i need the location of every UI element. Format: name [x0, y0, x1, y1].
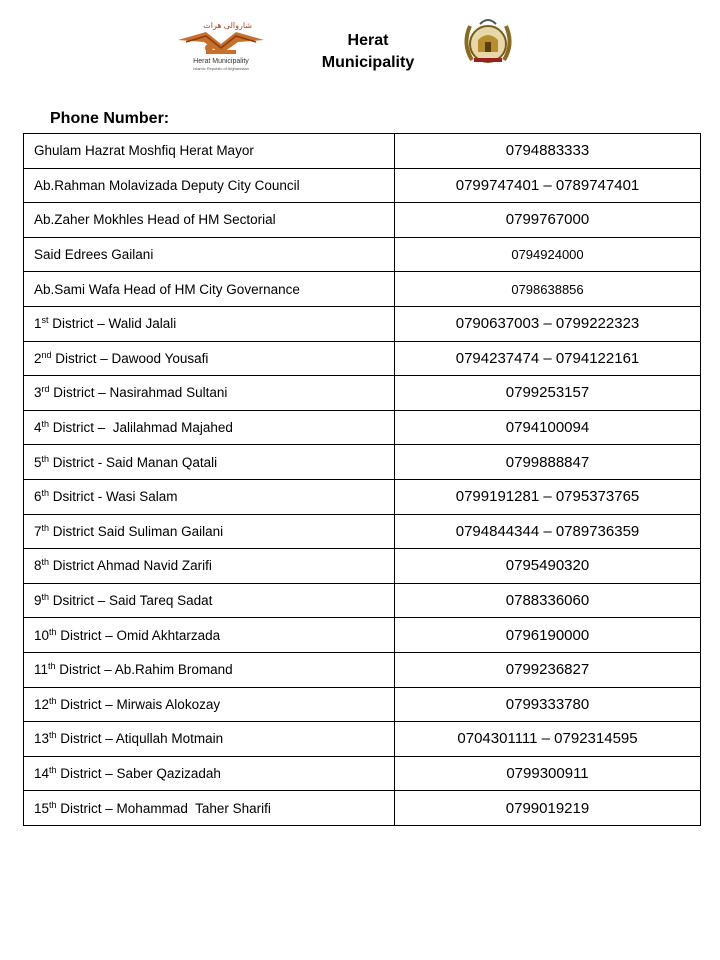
district-number: 7: [34, 523, 42, 539]
phone-number-cell: 0794844344 – 0789736359: [395, 514, 701, 549]
contact-name-cell: [24, 479, 395, 514]
contact-name: District – Mirwais Alokozay: [56, 696, 221, 712]
table-row: [24, 756, 701, 791]
district-number: 13: [34, 731, 50, 747]
contact-name: District – Mohammad Taher Sharifi: [56, 800, 271, 816]
contact-name: District – Atiqullah Motmain: [56, 731, 224, 747]
contact-name-cell: [24, 237, 395, 272]
district-number: 10: [34, 627, 50, 643]
contact-name-cell: [24, 445, 395, 480]
phone-number-cell: 0799253157: [395, 376, 701, 411]
district-number: 1: [34, 316, 42, 332]
contact-name-cell: [24, 722, 395, 757]
ordinal-suffix: th: [49, 730, 57, 741]
ordinal-suffix: th: [41, 592, 50, 603]
contact-name-cell: [24, 410, 395, 445]
phone-number-cell: 0795490320: [395, 549, 701, 584]
title-line-1: Herat: [347, 32, 389, 49]
table-row: [24, 479, 701, 514]
contact-name-cell: [24, 583, 395, 618]
contact-name-cell: [24, 652, 395, 687]
contact-name-cell: [24, 341, 395, 376]
district-number: 8: [34, 558, 42, 574]
ordinal-suffix: th: [41, 488, 50, 499]
phone-number-cell: 0799300911: [395, 756, 701, 791]
ordinal-suffix: th: [49, 695, 57, 706]
contact-name-cell: [24, 376, 395, 411]
ordinal-suffix: rd: [41, 384, 50, 395]
ordinal-suffix: th: [41, 557, 50, 568]
contact-name-cell: [24, 168, 395, 203]
district-number: 14: [34, 765, 50, 781]
page-title: [300, 30, 436, 74]
contact-name-cell: [24, 272, 395, 307]
phone-number-cell: 0799191281 – 0795373765: [395, 479, 701, 514]
phone-number-cell: 0794100094: [395, 410, 701, 445]
ordinal-suffix: th: [48, 661, 56, 672]
phone-number-cell: 0799747401 – 0789747401: [395, 168, 701, 203]
table-row: [24, 168, 701, 203]
table-row: [24, 652, 701, 687]
table-row: [24, 722, 701, 757]
contact-name: Ab.Sami Wafa Head of HM City Governance: [34, 281, 300, 297]
title-line-2: Municipality: [321, 54, 415, 71]
district-number: 12: [34, 696, 50, 712]
district-number: 4: [34, 420, 42, 436]
phone-number-cell: 0799767000: [395, 203, 701, 238]
contact-name-cell: [24, 756, 395, 791]
phone-number-cell: 0798638856: [395, 272, 701, 307]
ordinal-suffix: th: [49, 799, 57, 810]
phone-number-cell: 0799019219: [395, 791, 701, 826]
ordinal-suffix: st: [41, 315, 49, 326]
contact-name: Ab.Rahman Molavizada Deputy City Council: [34, 177, 300, 193]
district-number: 15: [34, 800, 50, 816]
phone-number-cell: 0788336060: [395, 583, 701, 618]
table-row: [24, 134, 701, 169]
phone-table: [23, 133, 701, 826]
phone-number-cell: 0799888847: [395, 445, 701, 480]
district-number: 2: [34, 350, 42, 366]
table-row: [24, 272, 701, 307]
phone-number-cell: 0790637003 – 0799222323: [395, 306, 701, 341]
contact-name-cell: [24, 203, 395, 238]
phone-number-cell: 0799236827: [395, 652, 701, 687]
national-emblem-icon: [458, 14, 518, 72]
herat-municipality-logo: [176, 18, 266, 74]
contact-name: District – Dawood Yousafi: [51, 350, 209, 366]
table-row: [24, 306, 701, 341]
contact-name: Dsitrict - Wasi Salam: [49, 489, 178, 505]
contact-name: Ghulam Hazrat Moshfiq Herat Mayor: [34, 143, 254, 159]
table-row: [24, 687, 701, 722]
phone-number-cell: 0799333780: [395, 687, 701, 722]
table-row: [24, 791, 701, 826]
ordinal-suffix: th: [41, 453, 50, 464]
contact-name-cell: [24, 791, 395, 826]
table-row: [24, 618, 701, 653]
phone-number-cell: 0794237474 – 0794122161: [395, 341, 701, 376]
contact-name: Ab.Zaher Mokhles Head of HM Sectorial: [34, 212, 276, 228]
table-row: [24, 583, 701, 618]
district-number: 11: [34, 662, 49, 678]
ordinal-suffix: th: [49, 626, 57, 637]
contact-name: District – Ab.Rahim Bromand: [55, 662, 233, 678]
table-row: [24, 237, 701, 272]
contact-name-cell: [24, 549, 395, 584]
contact-name-cell: [24, 306, 395, 341]
table-row: [24, 341, 701, 376]
table-row: [24, 514, 701, 549]
table-row: [24, 376, 701, 411]
phone-number-cell: 0796190000: [395, 618, 701, 653]
contact-name: District – Jalilahmad Majahed: [49, 420, 233, 436]
contact-name-cell: [24, 514, 395, 549]
table-row: [24, 445, 701, 480]
contact-name: Said Edrees Gailani: [34, 247, 154, 263]
contact-name: District Ahmad Navid Zarifi: [49, 558, 212, 574]
ordinal-suffix: th: [49, 764, 57, 775]
table-row: [24, 203, 701, 238]
ordinal-suffix: th: [41, 419, 50, 430]
contact-name: District Said Suliman Gailani: [49, 523, 224, 539]
phone-number-cell: 0794924000: [395, 237, 701, 272]
contact-name: District – Walid Jalali: [48, 316, 177, 332]
phone-number-cell: 0794883333: [395, 134, 701, 169]
table-row: [24, 410, 701, 445]
logo-arabic-text: شاروالی هرات: [203, 21, 252, 30]
district-number: 3: [34, 385, 42, 401]
phone-number-cell: 0704301111 – 0792314595: [395, 722, 701, 757]
contact-name: District – Nasirahmad Sultani: [49, 385, 228, 401]
ordinal-suffix: th: [41, 522, 50, 533]
district-number: 5: [34, 454, 42, 470]
table-row: [24, 549, 701, 584]
contact-name: Dsitrict – Said Tareq Sadat: [49, 593, 213, 609]
contact-name: District – Omid Akhtarzada: [56, 627, 221, 643]
contact-name: District - Said Manan Qatali: [49, 454, 218, 470]
logo-sub-text: Islamic Republic of Afghanistan: [193, 66, 249, 71]
contact-name-cell: [24, 134, 395, 169]
logo-english-text: Herat Municipality: [193, 58, 249, 65]
contact-name: District – Saber Qazizadah: [56, 765, 221, 781]
section-heading: Phone Number:: [50, 110, 170, 127]
district-number: 6: [34, 489, 42, 505]
ordinal-suffix: nd: [41, 349, 52, 360]
district-number: 9: [34, 593, 42, 609]
contact-name-cell: [24, 618, 395, 653]
contact-name-cell: [24, 687, 395, 722]
